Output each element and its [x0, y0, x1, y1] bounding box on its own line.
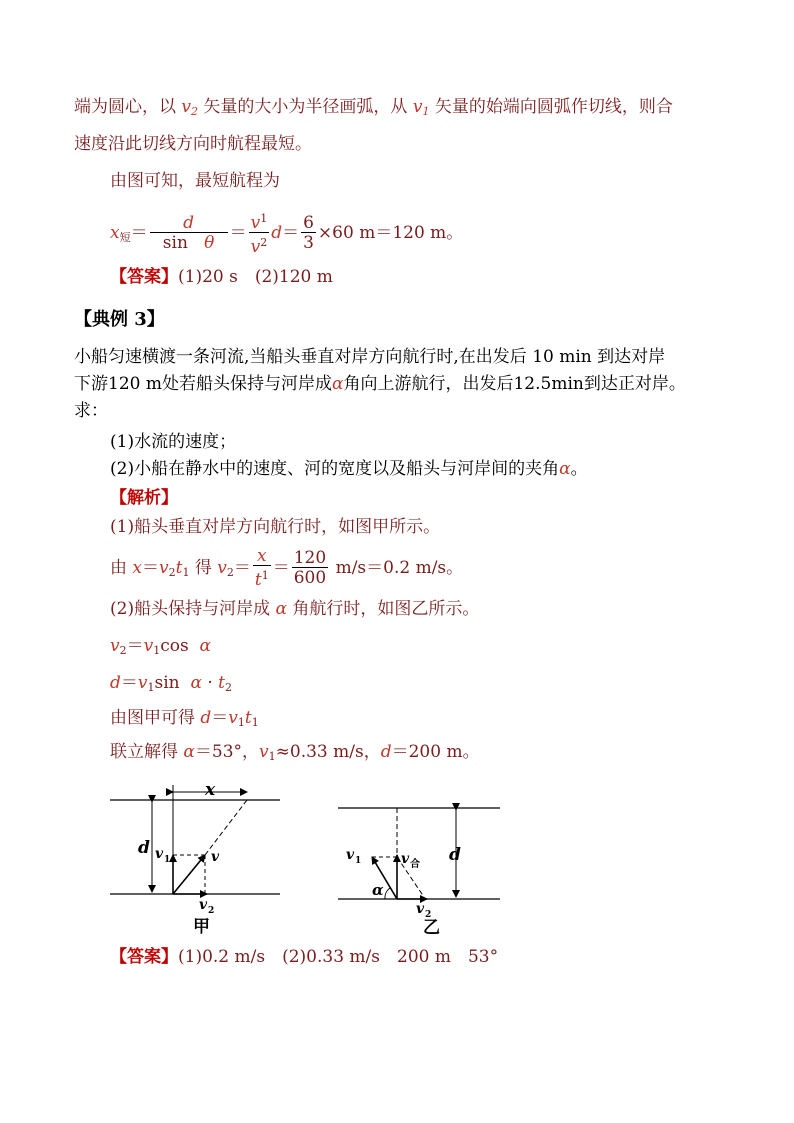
answer-label: 【答案】	[110, 267, 178, 287]
text-span: 联立解得	[110, 742, 184, 762]
question-2	[110, 457, 588, 481]
label-v1-sub: 1	[164, 855, 171, 865]
text-span: ≈0.33 m/s，	[275, 742, 381, 762]
text-span: 得	[189, 558, 218, 578]
var-t: t	[254, 570, 262, 590]
theta: θ	[204, 233, 215, 253]
fraction-120-over-600	[292, 549, 328, 588]
var-d: d	[200, 708, 212, 728]
fraction-x-over-t	[253, 547, 271, 590]
numerator: d	[183, 213, 195, 233]
superscript: 2	[260, 236, 268, 249]
text-span: (2)小船在静水中的速度、河的宽度以及船头与河岸间的夹角	[110, 459, 560, 479]
var-x: x	[132, 558, 142, 578]
problem-line: 求：	[74, 401, 108, 421]
superscript: 1	[260, 212, 268, 225]
analysis-title: 【解析】	[110, 488, 178, 508]
text-span: 下游120 m处	[74, 374, 179, 394]
var-v: v	[250, 237, 261, 257]
label-alpha: α	[372, 881, 384, 899]
var-d: d	[271, 223, 283, 243]
equals: ＝	[211, 708, 229, 728]
text-span: 角航行时，如图乙所示。	[286, 599, 480, 619]
text-span: 由	[110, 558, 133, 578]
subscript: 2	[191, 105, 199, 118]
numerator: x	[257, 546, 267, 566]
sin: sin	[162, 233, 188, 253]
var-v: v	[143, 636, 154, 656]
label-v2-sub: 2	[425, 910, 432, 920]
fraction-v1-over-v2	[249, 210, 270, 257]
text-span: ＝200 m。	[391, 742, 480, 762]
var-alpha: α	[183, 742, 195, 762]
caption-jia: 甲	[193, 917, 210, 937]
text-span: 端为圆心，以	[74, 97, 182, 117]
subscript: 1	[147, 681, 155, 694]
denominator	[253, 565, 271, 590]
equals: ＝	[272, 558, 290, 578]
text-line	[74, 95, 673, 124]
sin: sin	[154, 673, 180, 693]
label-v2: v	[199, 897, 208, 913]
var-v: v	[137, 673, 148, 693]
var-v: v	[159, 558, 169, 578]
var-alpha: α	[331, 374, 344, 394]
denominator	[150, 232, 228, 253]
subscript: 1	[182, 566, 190, 579]
text-span: 角向上游航行，出发后12.5min到达正对岸。	[343, 374, 686, 394]
text-span: ＝53°，	[194, 742, 260, 762]
example-title: 【典例 3】	[74, 309, 165, 330]
var-t: t	[175, 558, 183, 578]
label-v-resultant: v	[401, 851, 410, 867]
problem-line: 小船匀速横渡一条河流,当船头垂直对岸方向航行时,在出发后 10 min 到达对岸	[74, 347, 666, 367]
analysis-formula-v2	[110, 546, 463, 590]
text-span: 矢量的始端向圆弧作切线，则合	[429, 97, 673, 117]
numerator	[249, 210, 270, 232]
var-alpha: α	[190, 673, 202, 693]
label-d: d	[449, 845, 461, 865]
caption-yi: 乙	[423, 918, 440, 938]
text-span: 由图甲可得	[110, 708, 201, 728]
denominator: 600	[293, 568, 327, 588]
label-v: v	[211, 849, 220, 865]
formula-shortest-path	[110, 210, 464, 257]
equals: ＝	[233, 558, 251, 578]
label-v-resultant-sub: 合	[410, 859, 420, 870]
subscript: 1	[422, 105, 430, 118]
subscript: 2	[226, 566, 234, 579]
var-t: t	[244, 708, 252, 728]
cos: cos	[160, 636, 189, 656]
label-x: x	[205, 780, 216, 800]
var-alpha: α	[199, 636, 211, 656]
label-d: d	[138, 838, 150, 858]
var-v: v	[250, 213, 261, 233]
fraction-d-over-sin	[150, 214, 228, 253]
var-v2: v	[181, 97, 192, 117]
label-v1: v	[346, 847, 355, 863]
equals: ＝	[130, 223, 148, 243]
var-v: v	[110, 636, 120, 656]
text-line: 由图可知，最短航程为	[110, 171, 280, 191]
equals: ＝	[142, 558, 159, 578]
denominator: 3	[303, 233, 314, 253]
subscript: 短	[119, 231, 131, 244]
var-v: v	[217, 558, 227, 578]
answer-text: (1)20 s (2)120 m	[178, 267, 333, 287]
problem-line	[74, 372, 686, 396]
equation-d	[110, 671, 232, 700]
equation-v2	[110, 634, 211, 663]
text-span: 若船头保持与河岸成	[178, 374, 332, 394]
answer-text: (1)0.2 m/s (2)0.33 m/s 200 m 53°	[178, 947, 499, 967]
text-span: m/s＝0.2 m/s。	[330, 558, 464, 578]
var-v: v	[228, 708, 238, 728]
answer-2	[110, 945, 498, 969]
equals: ＝	[120, 673, 138, 693]
fraction-6-over-3	[301, 214, 316, 253]
question-1: (1)水流的速度；	[110, 432, 237, 452]
label-v2-sub: 2	[208, 906, 215, 916]
text-span: 矢量的大小为半径画弧，从	[198, 97, 413, 117]
numerator: 120	[293, 548, 327, 568]
subscript: 2	[224, 681, 232, 694]
subscript: 1	[153, 644, 161, 657]
angle-arc	[385, 888, 390, 899]
var-alpha: α	[559, 459, 571, 479]
equals: ＝	[282, 223, 300, 243]
var-d: d	[380, 742, 392, 762]
var-v1: v	[412, 97, 423, 117]
subscript: 1	[251, 716, 259, 729]
label-v1: v	[155, 846, 164, 862]
figure-yi	[330, 795, 510, 940]
denominator	[249, 232, 270, 257]
text-line: 速度沿此切线方向时航程最短。	[74, 134, 312, 154]
subscript: 1	[237, 716, 245, 729]
text-span: (2)船头保持与河岸成	[110, 599, 276, 619]
text-span: ×60 m＝120 m。	[317, 223, 464, 243]
v-arrow	[173, 855, 205, 894]
equals: ＝	[126, 636, 144, 656]
var-x: x	[110, 223, 120, 243]
analysis-line: (1)船头垂直对岸方向航行时，如图甲所示。	[110, 517, 441, 537]
figure-jia	[100, 775, 290, 940]
answer-1	[110, 265, 333, 289]
var-v: v	[259, 742, 269, 762]
subscript: 1	[268, 750, 276, 763]
var-t: t	[218, 673, 225, 693]
label-v2: v	[416, 901, 425, 917]
numerator: 6	[303, 213, 314, 233]
analysis-line	[110, 706, 259, 735]
var-alpha: α	[275, 599, 287, 619]
label-v1-sub: 1	[355, 856, 362, 866]
superscript: 1	[261, 569, 269, 582]
analysis-line	[110, 597, 479, 621]
subscript: 2	[168, 566, 176, 579]
text-span: 。	[570, 459, 588, 479]
analysis-result	[110, 740, 480, 769]
answer-label: 【答案】	[110, 947, 178, 967]
dashed-path	[205, 800, 247, 855]
dot: ·	[207, 673, 213, 693]
equals: ＝	[229, 223, 247, 243]
subscript: 2	[119, 644, 127, 657]
var-d: d	[110, 673, 121, 693]
